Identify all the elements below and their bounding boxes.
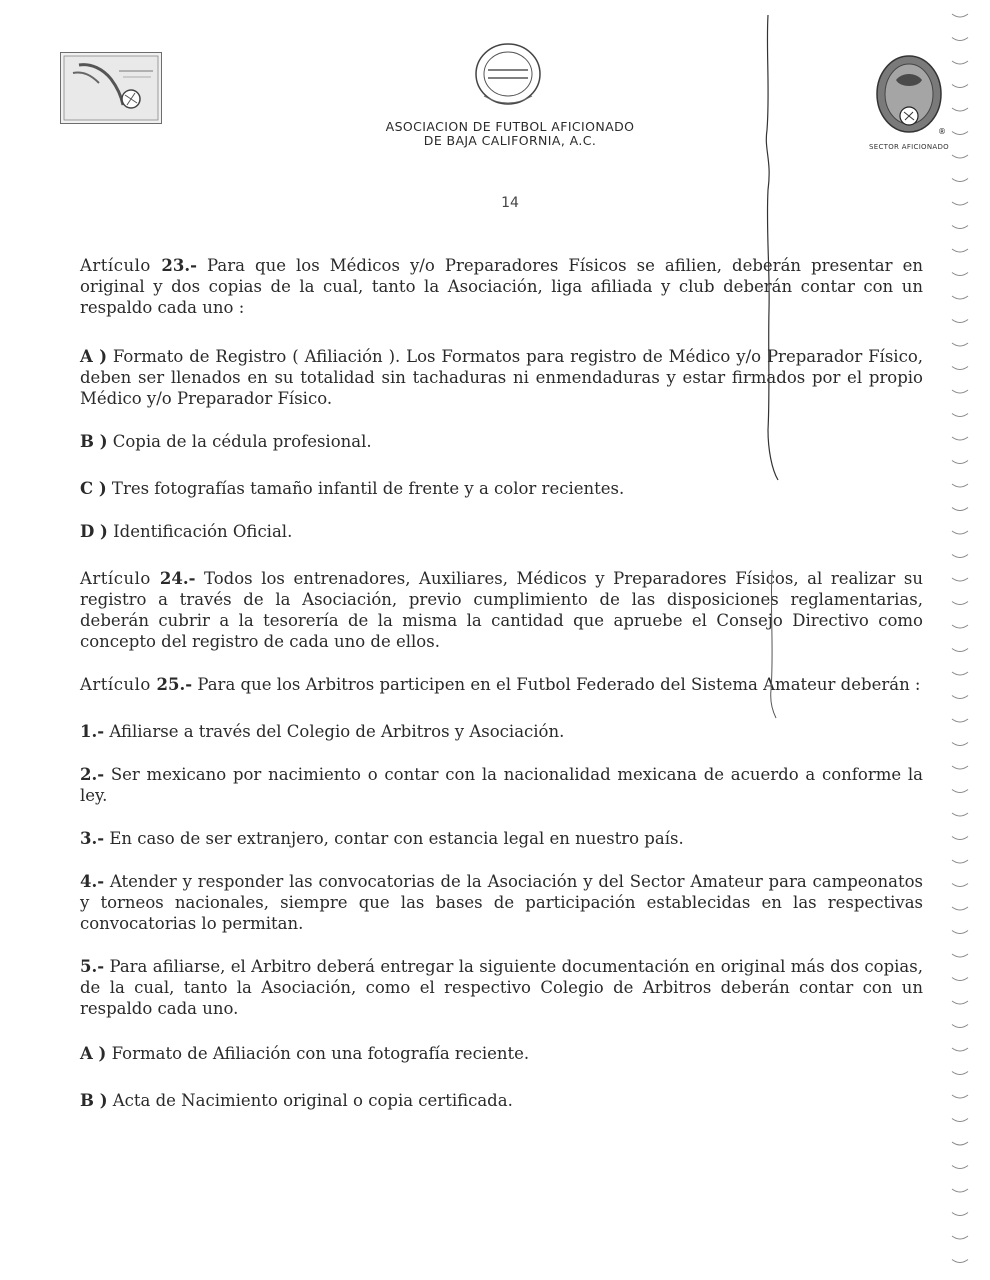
binding-mark	[952, 484, 968, 487]
binding-mark	[952, 860, 968, 863]
binding-mark	[952, 884, 968, 887]
binding-marks	[946, 0, 976, 1280]
binding-mark	[952, 108, 968, 111]
item-number: A )	[80, 347, 107, 366]
binding-mark	[952, 1048, 968, 1051]
item-number: B )	[80, 432, 108, 451]
paragraph	[80, 871, 923, 934]
item-number: 2.-	[80, 765, 105, 784]
document-body	[80, 255, 923, 1111]
binding-mark	[952, 343, 968, 346]
paragraph	[80, 521, 923, 542]
binding-mark	[952, 367, 968, 370]
paragraph-text: Identificación Oficial.	[107, 522, 293, 541]
item-number: C )	[80, 479, 107, 498]
right-logo	[866, 52, 952, 152]
binding-mark	[952, 649, 968, 652]
paragraph	[80, 431, 923, 452]
center-logo-icon	[470, 40, 546, 112]
binding-mark	[952, 1119, 968, 1122]
svg-text:®: ®	[938, 127, 946, 136]
binding-mark	[952, 414, 968, 417]
binding-mark	[952, 61, 968, 64]
paragraph-text: Afiliarse a través del Colegio de Arbitros y Asociación.	[104, 722, 565, 741]
paragraph	[80, 674, 923, 695]
binding-mark	[952, 1142, 968, 1145]
binding-mark	[952, 1189, 968, 1192]
binding-mark	[952, 508, 968, 511]
paragraph	[80, 1043, 923, 1064]
binding-mark	[952, 837, 968, 840]
item-number: B )	[80, 1091, 108, 1110]
item-number: A )	[80, 1044, 107, 1063]
paragraph-text: Ser mexicano por nacimiento o contar con la nacionalidad mexicana de acuerdo a conforme la ley.	[80, 765, 923, 805]
article-label: Artículo	[80, 256, 162, 275]
item-number: 4.-	[80, 872, 105, 891]
binding-mark	[952, 954, 968, 957]
binding-mark	[952, 461, 968, 464]
paragraph	[80, 255, 923, 318]
binding-mark	[952, 1025, 968, 1028]
paragraph-text: Acta de Nacimiento original o copia certificada.	[107, 1091, 513, 1110]
item-number: 25.-	[156, 675, 193, 694]
article-label: Artículo	[80, 569, 160, 588]
binding-mark	[952, 790, 968, 793]
binding-mark	[952, 625, 968, 628]
binding-mark	[952, 719, 968, 722]
org-line-1: ASOCIACION DE FUTBOL AFICIONADO	[385, 119, 635, 134]
binding-mark	[952, 602, 968, 605]
binding-mark	[952, 766, 968, 769]
item-number: 3.-	[80, 829, 105, 848]
binding-mark	[952, 978, 968, 981]
binding-mark	[952, 390, 968, 393]
item-number: D )	[80, 522, 108, 541]
binding-mark	[952, 437, 968, 440]
mexico-emblem-icon	[874, 52, 944, 138]
paragraph	[80, 828, 923, 849]
paragraph-text: Para que los Médicos y/o Preparadores Físicos se afilien, deberán presentar en original y dos copias de la cual, tanto la Asociación, liga afiliada y club deberán contar con un respaldo cada uno :	[80, 256, 923, 317]
org-line-2: DE BAJA CALIFORNIA, A.C.	[423, 133, 597, 148]
binding-mark	[952, 296, 968, 299]
item-number: 24.-	[159, 569, 196, 588]
paragraph-text: Copia de la cédula profesional.	[107, 432, 372, 451]
binding-mark	[952, 931, 968, 934]
binding-mark	[952, 226, 968, 229]
binding-mark	[952, 249, 968, 252]
paragraph-text: Formato de Registro ( Afiliación ). Los Formatos para registro de Médico y/o Preparador Físico, deben ser llenados en su totalidad sin tachaduras ni enmendaduras y estar firmados por el propio Médico y/o Preparador Físico.	[80, 347, 923, 408]
paragraph-text: Para que los Arbitros participen en el Futbol Federado del Sistema Amateur deberán :	[192, 675, 921, 694]
binding-mark	[952, 1260, 968, 1263]
binding-mark	[952, 85, 968, 88]
paragraph-text: En caso de ser extranjero, contar con estancia legal en nuestro país.	[104, 829, 684, 848]
binding-mark	[952, 38, 968, 41]
article-label: Artículo	[80, 675, 157, 694]
scan-artifact-line	[758, 10, 788, 490]
binding-mark	[952, 179, 968, 182]
binding-mark	[952, 155, 968, 158]
page-number: 14	[501, 195, 519, 211]
item-number: 5.-	[80, 957, 105, 976]
paragraph-text: Para afiliarse, el Arbitro deberá entregar la siguiente documentación en original más dos copias, de la cual, tanto la Asociación, como el respectivo Colegio de Arbitros deberán contar con un respaldo cada uno.	[80, 957, 923, 1018]
binding-mark	[952, 273, 968, 276]
paragraph-text: Formato de Afiliación con una fotografía reciente.	[106, 1044, 530, 1063]
paragraph-text: Todos los entrenadores, Auxiliares, Médicos y Preparadores Físicos, al realizar su registro a través de la Asociación, previo cumplimiento de las disposiciones reglamentarias, deberán cubrir a la tesorería de la misma la cantidad que apruebe el Consejo Directivo como concepto del registro de cada uno de ellos.	[80, 569, 923, 651]
paragraph	[80, 764, 923, 806]
binding-mark	[952, 907, 968, 910]
paragraph-text: Tres fotografías tamaño infantil de frente y a color recientes.	[106, 479, 625, 498]
paragraph	[80, 721, 923, 742]
item-number: 1.-	[80, 722, 105, 741]
item-number: 23.-	[161, 256, 197, 275]
right-logo-caption: SECTOR AFICIONADO	[869, 143, 949, 151]
binding-mark	[952, 14, 968, 17]
left-logo-icon	[60, 52, 162, 124]
binding-mark	[952, 1001, 968, 1004]
paragraph-text: Atender y responder las convocatorias de la Asociación y del Sector Amateur para campeonatos y torneos nacionales, siempre que las bases de participación establecidas en las respectivas convocatorias lo permitan.	[80, 872, 923, 933]
binding-mark	[952, 320, 968, 323]
paragraph	[80, 956, 923, 1019]
binding-mark	[952, 1213, 968, 1216]
binding-mark	[952, 1072, 968, 1075]
binding-mark	[952, 531, 968, 534]
binding-mark	[952, 1166, 968, 1169]
binding-mark	[952, 578, 968, 581]
binding-mark	[952, 1236, 968, 1239]
binding-mark	[952, 1095, 968, 1098]
binding-mark	[952, 672, 968, 675]
binding-mark	[952, 696, 968, 699]
paragraph	[80, 346, 923, 409]
binding-mark	[952, 813, 968, 816]
binding-mark	[952, 202, 968, 205]
binding-mark	[952, 132, 968, 135]
scan-artifact-line-2	[760, 570, 790, 720]
binding-mark	[952, 743, 968, 746]
paragraph	[80, 1090, 923, 1111]
paragraph	[80, 478, 923, 499]
paragraph	[80, 568, 923, 652]
association-header	[340, 120, 680, 148]
binding-mark	[952, 555, 968, 558]
